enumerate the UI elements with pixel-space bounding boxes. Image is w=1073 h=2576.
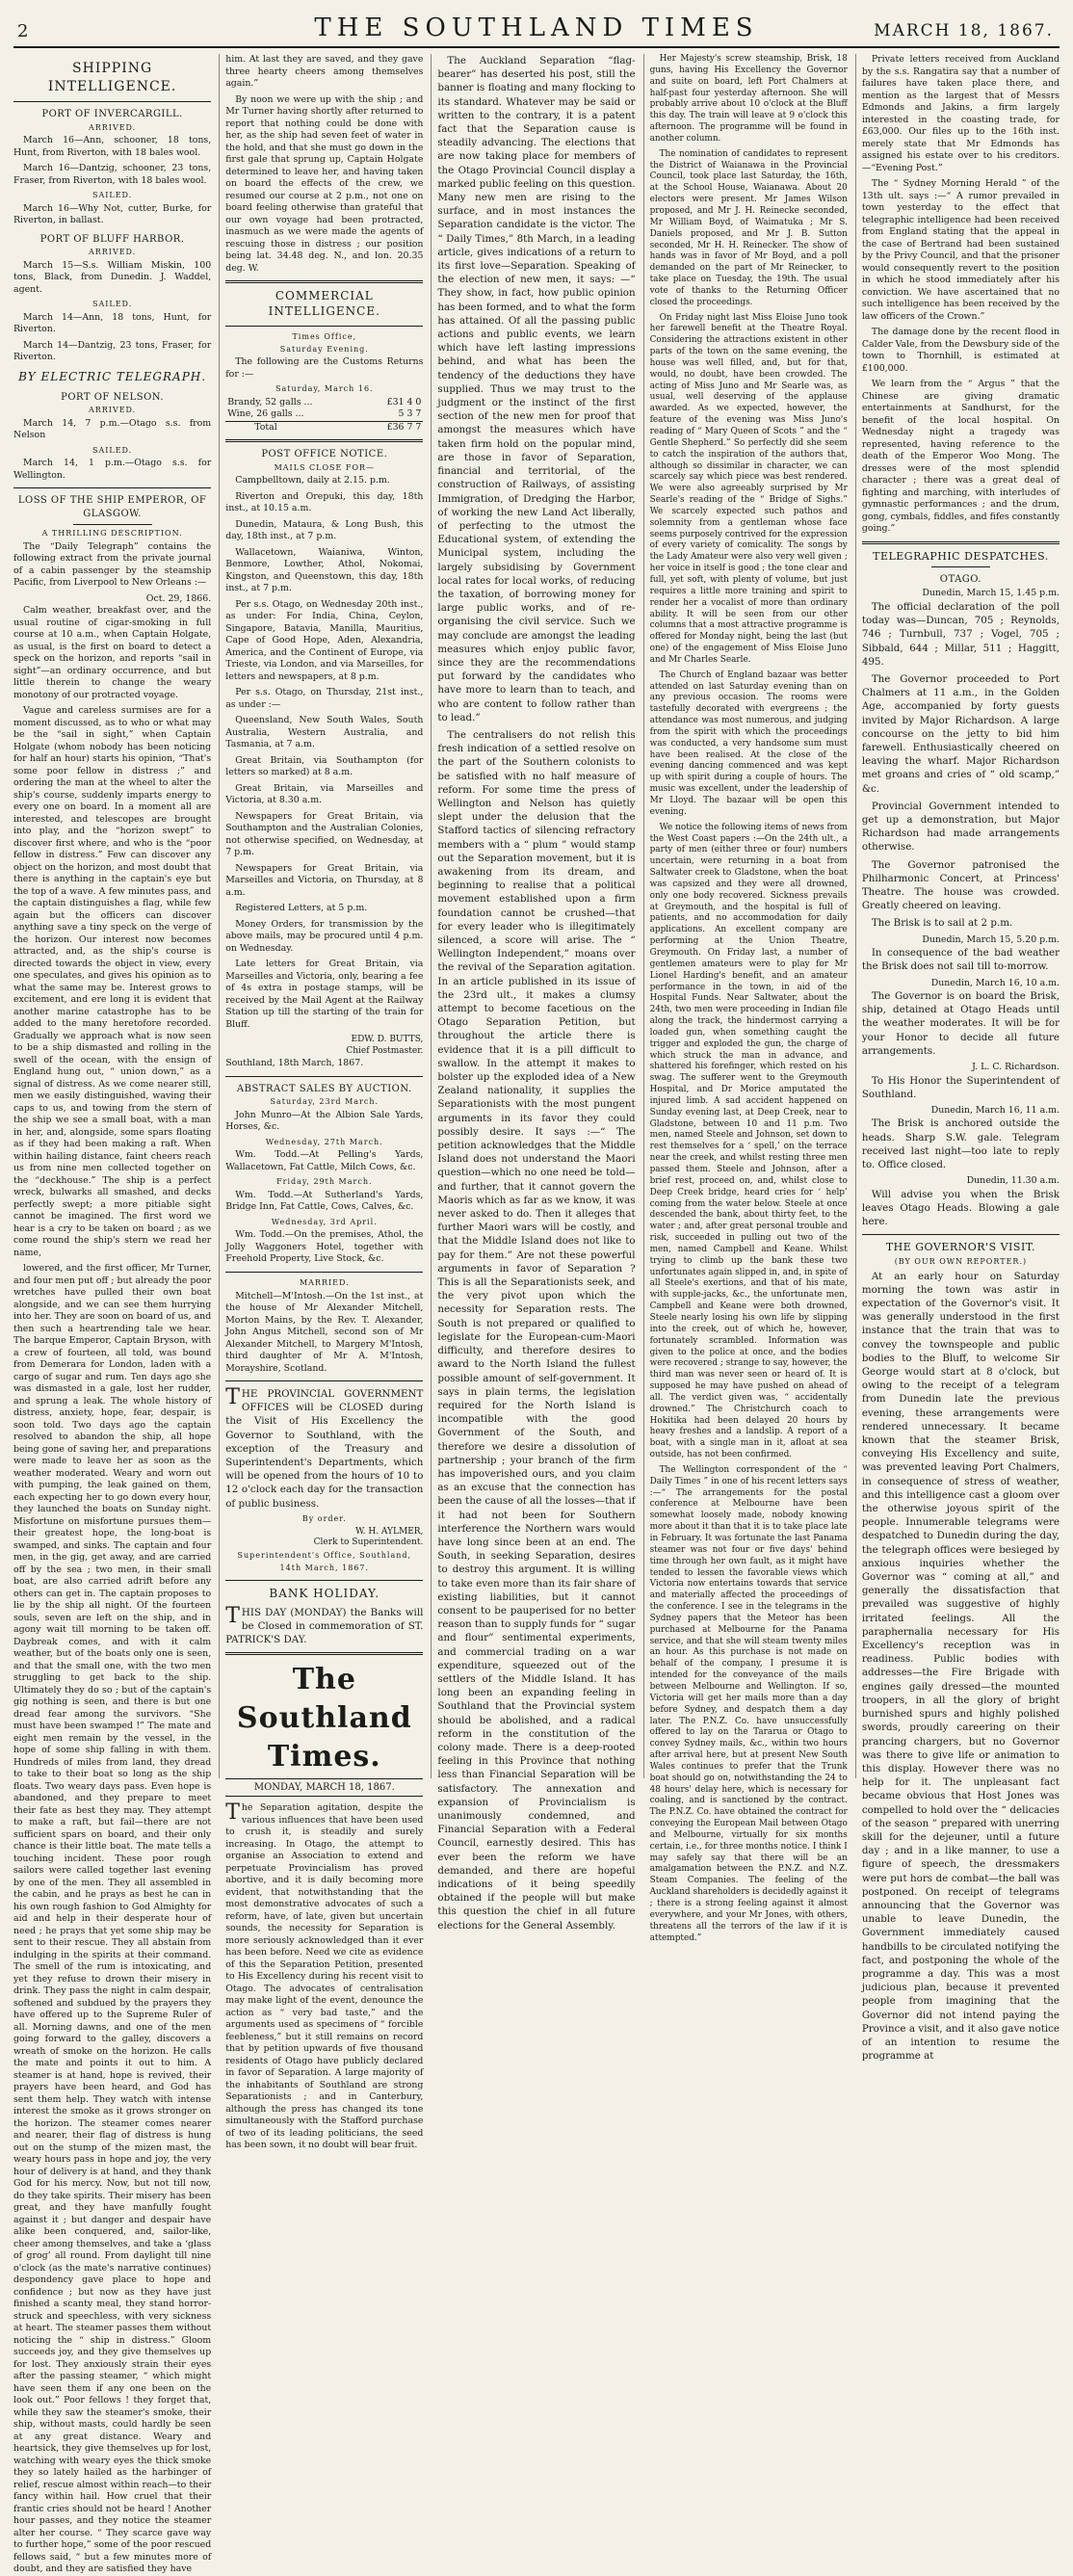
mail-item: Newspapers for Great Britain, via Marseilles and Victoria, on Thursday, at 8 a.m. — [225, 862, 424, 898]
dispatch-dateline: Dunedin, 11.30 a.m. — [966, 1175, 1060, 1187]
sailed-label: SAILED. — [92, 300, 133, 309]
news-paragraph: On Friday night last Miss Eloise Juno took her farewell benefit at the Theatre Royal. Considering the attractions existent in other parts of the town on the same evening, the house was well filled, and, but for that, would, no doubt, have been crowded. The acting of Miss Juno and Mr Searle was, as usual, well deserving of the applause awarded. As we expected, however, the feature of the evening was Miss Juno's reading of “ Mary Queen of Scots ” and the “ Gentle Shepherd.” So perfectly did she seem to catch the inspiration of the authors that, although so dissimilar in character, we can scarcely say which piece was best rendered. We were also agreeably surprised by Mr Searle's reading of the “ Bridge of Sighs.” We scarcely expected such pathos and solemnity from a gentleman whose face seems purposely contrived for the expression of every variety of comicality. The songs by the Lady Amateur were also very well given ; her voice in itself is good ; the tone clear and full, yet soft, with plenty of volume, but just requires a little more training and spirit to render her a vocalist of more than ordinary ability. It will be seen from our other columns that a most attractive programme is offered for Monday night, being the last (but one) of the engagement of Miss Eloise Juno and Mr Charles Searle. — [649, 312, 848, 665]
shipping-entry: March 14, 7 p.m.—Otago s.s. from Nelson — [13, 417, 212, 441]
holiday-notice: THIS DAY (MONDAY) the Banks will be Closed in commemoration of ST. PATRICK'S DAY. — [225, 1603, 424, 1646]
row-amount: 5 3 7 — [398, 408, 422, 420]
shipping-entry: March 16—Why Not, cutter, Burke, for Riverton, in ballast. — [13, 202, 212, 226]
dispatch-dateline: Dunedin, March 15, 1.45 p.m. — [922, 588, 1060, 599]
mail-item: Wallacetown, Waianiwa, Winton, Benmore, Lowther, Athol, Nokomai, Kingston, and Queenstown, this day, 18th inst., at 7 p.m. — [225, 546, 424, 594]
mail-item: Money Orders, for transmission by the above mails, may be procured until 4 p.m. on Wednesday. — [225, 918, 424, 954]
sale-date: Wednesday, 27th March. — [265, 1137, 383, 1146]
leader-paragraph: The Separation agitation, despite the various influences that have been used to crush it, is steadily and surely increasing. In Otago, the attempt to organise an Association to extend and perpetuate Provincialism has proved abortive, and it is daily becoming more evident, that notwithstanding that the most demonstrative advocates of such a reform, have, of late, given but uncertain sounds, the necessity for Separation is more seriously acknowledged than it ever has been before. Need we cite as evidence of this the Separation Petition, presented to His Excellency during his recent visit to Otago. The advocates of centralisation may make light of the event, denounce the action as “ very bad taste,” and the arguments used as specimens of “ forcible feebleness,” but it still remains on record that by petition upwards of five thousand residents of Otago have publicly declared in favor of Separation. A large majority of the inhabitants of Southland are strong Separationists ; and in Canterbury, although the press has changed its tone simultaneously with the Stafford purchase of two of its leading politicians, the seed has been sown, it no doubt will bear fruit. — [225, 1801, 424, 2151]
sailed-label: SAILED. — [92, 191, 133, 200]
port-nelson: PORT OF NELSON. — [61, 391, 165, 403]
mail-item: Late letters for Great Britain, via Marseilles and Victoria, only, bearing a fee of 4s extra in postage stamps, will be received by the Mail Agent at the Railway Station up till the starting of the train for Bluff. — [225, 959, 424, 1030]
column-2 — [219, 54, 424, 2151]
port-invercargill: PORT OF INVERCARGILL. — [41, 109, 183, 120]
mail-item: Registered Letters, at 5 p.m. — [235, 903, 368, 914]
arrived-label: ARRIVED. — [88, 406, 137, 415]
dispatch-text: The Brisk is anchored outside the heads. Sharp S.W. gale. Telegram received last night—too late to reply to. Office closed. — [861, 1117, 1060, 1171]
dispatch-text: Will advise you when the Brisk leaves Otago Heads. Blowing a gale here. — [861, 1188, 1060, 1228]
table-row — [225, 408, 423, 421]
provincial-date: 14th March, 1867. — [279, 1564, 370, 1573]
news-paragraph: The damage done by the recent flood in Calder Vale, from the Dewsbury side of the town to Thornhill, is estimated at £100,000. — [861, 327, 1060, 374]
visit-heading: THE GOVERNOR'S VISIT. — [885, 1241, 1036, 1254]
news-paragraph: Her Majesty's screw steamship, Brisk, 18 guns, having His Excellency the Governor and suite on board, left Port Chalmers at half-past four yesterday afternoon. She will probably arrive about 10 o'clock at the Bluff this day. The train will leave at 9 o'clock this afternoon. The programme will be found in another column. — [649, 54, 848, 144]
provincial-title: Clerk to Superintendent. — [313, 1538, 424, 1548]
loss-dated: Oct. 29, 1866. — [145, 592, 212, 604]
holiday-heading: BANK HOLIDAY. — [269, 1586, 380, 1600]
leader-paragraph: The Auckland Separation “flag-bearer” has deserted his post, still the banner is floating and many flocking to its standard. Whatever may be said or written to the contrary, it is a patent fact that the Separation cause is steadily advancing. The elections that are now taking place for members of the Otago Provincial Council display a marked public feeling on this question. Many new men are rising to the surface, and in most instances the Separation candidate is the victor. The “ Daily Times,” 8th March, in a leading article, gives indications of a return to its first love—Separation. Speaking of the election of new men, it says: —“ They show, in fact, how public opinion has been formed, and to what the form has attained. Of all the passing public actions and public events, we learn which have left lasting impressions behind, and what has been the tendency of the deductions they have supplied. Thus we may trust to the judgment or the instinct of the first section of the new men for proof that amongst the measures which have taken firm hold on the popular mind, are those in favor of Separation, financial and territorial, of the construction of Railways, of assisting Immigration, of Dredging the Harbor, of working the new Land Act liberally, of perfecting to the utmost the Educational system, of extending the Municipal system, including the largely subsidising by Government local rates for local works, of reducing the taxation, of borrowing money for large public works, and of re-organising the civil service. Such we may conclude are amongst the leading measures which enjoy public favor, since they are the recommendations put forward by the candidates who have more to learn than to teach, and who are content to follow rather than to lead.” — [437, 55, 636, 723]
mail-item: Per s.s. Otago, on Wednesday 20th inst., as under: For India, China, Ceylon, Singapore, Batavia, Manilla, Mauritius, Cape of Good Hope, Aden, Alexandria, America, and the Continent of Europe, via Trieste, via London, and via Marseilles, for letters and newspapers, at 8 p.m. — [225, 598, 424, 682]
shipping-entry: March 16—Ann, schooner, 18 tons, Hunt, from Riverton, with 18 bales wool. — [13, 135, 212, 158]
shipping-heading: SHIPPING INTELLIGENCE. — [47, 61, 177, 94]
provincial-order: By order. — [301, 1513, 347, 1523]
dispatch-dateline: Dunedin, March 16, 10 a.m. — [930, 977, 1060, 988]
visit-text: At an early hour on Saturday morning the town was astir in expectation of the Governor's visit. It was generally understood in the first instance that the train that was to convey the townspeople and public bodies to the Bluff, to welcome Sir George would start at 8 o'clock, but owing to the receipt of a telegram from Dunedin late the previous evening, these arrangements were rendered unnecessary. It became known that the steamer Brisk, conveying His Excellency and suite, was prevented leaving Port Chalmers, in consequence of stress of weather, and this intelligence cast a gloom over the otherwise joyous spirit of the people. Innumerable telegrams were despatched to Dunedin during the day, the telegraph offices were besieged by anxious inquiries whether the Governor was “ coming at all,” and generally the dissatisfaction that prevailed was suggestive of highly irritated feelings. All the paraphernalia necessary for His Excellency's reception was in readiness. Public bodies with addresses—the Fire Brigade with engines gaily dressed—the mounted troopers, in all the glory of bright burnished spurs and highly polished swords, proudly careering on their prancing chargers, but no Governor was there to give life or animation to this display. However there was no help for it. The unpleasant fact became obvious that Host Jones was compelled to hold over the “ delicacies of the season ” prepared with unerring skill for the dejeuner, until a future day ; and in a like manner, to use a figure of speech, the dressmakers were put hors de combat—the ball was postponed. On receipt of telegrams announcing that the Governor was unable to leave Dunedin, the Government immediately caused handbills to be circulated notifying the fact, and postponing the whole of the programme a day. This was a most judicious plan, because it prevented people from imagining that the Governor did not intend paying the Province a visit, and it also gave notice of an intention to resume the programme at — [861, 1270, 1060, 2063]
shipping-entry: March 15—S.s. William Miskin, 100 tons, Black, from Dunedin. J. Waddel, agent. — [13, 259, 212, 295]
dispatch-text: In consequence of the bad weather the Brisk does not sail till to-morrow. — [861, 947, 1060, 973]
masthead-title: THE SOUTHLAND TIMES — [314, 13, 759, 42]
married-heading: MARRIED. — [299, 1277, 350, 1287]
row-amount: £31 4 0 — [386, 396, 422, 407]
loss-paragraph: Vague and careless surmises are for a moment discussed, as to who or what may be the “sail in sight,” when Captain Holgate (whom nobody has been noticing for half an hour) starts his opinion, “That's some poor fellow in distress ;” and ordering the man at the wheel to alter the ship's course, suddenly imparts energy to every one on board. In a moment all are interested, and telescopes are brought into play, and the “horizon swept” to discover first where, and who is the “poor fellow in distress.” Few can discover any object on the horizon, and most doubt that there is anything in the captain's eye but the top of a wave. A few minutes pass, and the captain distinguishes a flag, while few again but the officers can discover anything save a tiny speck on the verge of the horizon. Our interest now becomes attracted, and, as the ship's course is directed towards the object in view, every one speculates, and gives his opinion as to what the same may be. Interest grows to excitement, and ere long it is evident that another marine catastrophe has to be added to the many heretofore recorded. Gradually we approach what is now seen to be a ship dismasted and rolling in the swell of the ocean, with the ensign of England hung out, “ union down,” as a signal of distress. As we come nearer still, men we easily distinguished, waving their caps to us, and towing from the stern of the ship we see a small boat, with a man in her, and, alongside, some spars floating as if they had been making a raft. When within hailing distance, faint cheers reach us from nine men collected together on the “deckhouse.” The ship is a perfect wreck, bulwarks all smashed, and decks perfectly swept; a more pitiable sight cannot be imagined. The first word we hear is a cry to be taken on board ; as we come round the ship's stern we read her name, — [13, 705, 212, 1258]
telegraph-heading: BY ELECTRIC TELEGRAPH. — [18, 369, 207, 383]
dispatch-dateline: Dunedin, March 16, 11 a.m. — [930, 1104, 1060, 1116]
shipping-entry: March 14—Dantzig, 23 tons, Fraser, for Riverton. — [13, 339, 212, 363]
loss-subheading: A THRILLING DESCRIPTION. — [41, 528, 183, 538]
total-amount: £36 7 7 — [386, 421, 422, 433]
commercial-intro: The following are the Customs Returns for :— — [225, 356, 424, 380]
sailed-label: SAILED. — [92, 445, 133, 455]
leader-paragraph: The centralisers do not relish this fresh indication of a settled resolve on the part of the Southern colonists to be satisfied with no half measure of reform. For some time the press of Wellington and Nelson has quietly slept under the delusion that the Stafford tactics of silencing refractory members with a “ plum ” would stamp out the Separation movement, but it is awakening from its dream, and beginning to realise that a political movement established upon a firm foundation cannot be crushed—that for every leader who is illegitimately silenced, a score will arise. The “ Wellington Independent,” moans over the revival of the Separation agitation. In an article published in its issue of the 23rd ult., it makes a clumsy attempt to become facetious on the Otago Separation Petition, but throughout the article there is evidence that it is a pill difficult to swallow. In the attempt it makes to bolster up the exploded idea of a New Zealand nationality, it supplies the Separationists with the most pungent arguments in its favor they could possibly desire. It says :—“ The petition acknowledges that the Middle Island does not understand the Maori question—which no one need be told—and further, that it cannot govern the Maoris which as far as we know, it was never asked to do. Then it alleges that further Maori wars will be costly, and that the Middle Island does not like to pay for them.” Are not these powerful arguments in favor of Separation ? This is all the Separationists seek, and the very pivot upon which the necessity for Separation rests. The South is not prepared or qualified to legislate for the European-cum-Maori difficulty, and therefore desires to award to the North Island the fullest possible amount of self-government. It says in plain terms, the legislation required for the North Island is incompatible with the good Government of the South, and therefore we desire a dissolution of partnership ; your branch of the firm has impoverished ours, and you claim as an excuse that the connection has been the cause of all the losses—that if it had not been for Southern interference the Northern wars would have long since been at an end. The South, in seeking Separation, desires to destroy this argument. It is willing to take even more than its fair share of existing liabilities, but it cannot consent to be pauperised for no better reason than to supply funds for “ sugar and flour” sentimental experiments, and commercial trading on a war expenditure, squeezed out of the settlers of the Middle Island. It has long been an expanding feeling in Southland that the Provincial system should be abolished, and a radical reform in the constitution of the colony made. There is a deep-rooted feeling in this Province that nothing less than Financial Separation will be satisfactory. The annexation and expansion of Provincialism is unanimously condemned, and Financial Separation with a Federal Council, earnestly desired. This has ever been the reform we have demanded, and there are hopeful indications of it being speedily obtained if the people will but make this question the chief in all future elections for the General Assembly. — [437, 728, 636, 1932]
arrived-label: ARRIVED. — [88, 122, 137, 132]
loss-paragraph: Calm weather, breakfast over, and the usual routine of cigar-smoking in full course at 10 a.m., when Captain Holgate, as usual, is the first on board to detect a speck on the horizon, and reports “sail in sight”—an ordinary occurrence, and but little therein to change the weary monotony of our protracted voyage. — [13, 605, 212, 700]
news-paragraph: Private letters received from Auckland by the s.s. Rangatira say that a number of failures have taken place there, and mention as the largest that of Messrs Edmonds and Jakins, a firm largely interested in the coasting trade, for £63,000. Our files up to the 16th inst. merely state that Mr Edmonds has assigned his estate over to his creditors.—“Evening Post.” — [861, 54, 1060, 173]
masthead-date: MARCH 18, 1867. — [874, 21, 1054, 40]
columns — [13, 54, 1060, 2575]
news-paragraph: The Wellington correspondent of the “ Daily Times ” in one of his recent letters says :—“ The arrangements for the postal conference at Melbourne have been somewhat loosely made, nobody knowing more about it than that it is to take place late in February. It was fortunate the last Panama steamer was not four or five days' behind time through her own fault, as it might have tended to lessen the favorable views which Victoria now entertains towards that service and materially affected the proceedings of the conference. I see in the telegrams in the Sydney papers that the Meteor has been purchased at Melbourne for the Panama service, and that she will steam twenty miles an hour. As this purchase is not made on behalf of the company, I presume it is intended for the conveyance of the mails between Melbourne and Wellington. If so, Victoria will get her mails more than a day before Sydney, and despatch them a day later. The P.N.Z. Co. have unsuccessfully offered to lay on the Tararua or Otago to convey Sydney mails, &c., within two hours after arrival here, but at present New South Wales continues to prefer that the Trunk boat should go on, notwithstanding the 24 to 48 hours' delay here, which is necessary for coaling, and is sanctioned by the contract. The P.N.Z. Co. have obtained the contract for conveying the European Mail between Otago and Melbourne, virtually for six months certain, i.e., for three months notice. I think I may safely say that there will be an amalgamation between the P.N.Z. and N.Z. Steam Companies. The feeling of the Auckland shareholders is decidedly against it ; there is a strong feeling against it almost everywhere, and your Mr Jones, with others, threatens all the terrors of the law if it is attempted.” — [649, 1464, 848, 1943]
mail-item: Riverton and Orepuki, this day, 18th inst., at 10.15 a.m. — [225, 490, 424, 514]
arrived-label: ARRIVED. — [88, 248, 137, 257]
table-row — [225, 421, 423, 434]
page-number: 2 — [17, 21, 29, 41]
leader-date: MONDAY, MARCH 18, 1867. — [225, 1778, 423, 1797]
loss-heading: LOSS OF THE SHIP EMPEROR, OF GLASGOW. — [17, 495, 207, 519]
shipping-entry: March 14—Ann, 18 tons, Hunt, for Riverton. — [13, 311, 212, 335]
sale-date: Saturday, 23rd March. — [270, 1096, 379, 1106]
postmaster-title: Chief Postmaster. — [346, 1046, 424, 1057]
customs-table — [225, 397, 423, 434]
dispatch-text: The Brisk is to sail at 2 p.m. — [871, 917, 1013, 930]
sale-entry: Wm. Todd.—At Pelling's Yards, Wallacetown, Fat Cattle, Milch Cows, &c. — [225, 1149, 424, 1172]
commercial-heading: COMMERCIAL INTELLIGENCE. — [268, 289, 380, 318]
column-3 — [431, 54, 636, 1932]
column-1 — [13, 54, 212, 2575]
sale-date: Friday, 29th March. — [276, 1177, 373, 1187]
dispatch-dateline: Dunedin, March 15, 5.20 p.m. — [922, 933, 1060, 945]
loss-intro: The “Daily Telegraph” contains the following extract from the private journal of a cabin passenger by the steamship Pacific, from Liverpool to New Orleans :— — [13, 540, 212, 589]
mail-item: Newspapers for Great Britain, via Southampton and the Australian Colonies, not otherwise specified, on Wednesday, at 7 p.m. — [225, 810, 424, 858]
mail-item: Great Britain, via Marseilles and Victoria, at 8.30 a.m. — [225, 782, 424, 806]
column-4 — [643, 54, 848, 1943]
sale-entry: John Munro—At the Albion Sale Yards, Horses, &c. — [225, 1109, 424, 1133]
dispatch-text: To His Honor the Superintendent of Southland. — [861, 1074, 1060, 1100]
commercial-day: Saturday Evening. — [279, 344, 369, 354]
visit-byline: (BY OUR OWN REPORTER.) — [894, 1256, 1028, 1266]
postmaster-name: EDW. D. BUTTS, — [351, 1035, 424, 1045]
loss-paragraph: him. At last they are saved, and they gave three hearty cheers among themselves again.” — [225, 54, 424, 89]
mail-item: Great Britain, via Southampton (for letters so marked) at 8 a.m. — [225, 754, 424, 778]
news-paragraph: The “ Sydney Morning Herald ” of the 13th ult. says :—“ A rumor prevailed in town yesterday to the effect that telegraphic intelligence had been received from England stating that the appeal in the case of Bertrand had been sustained by the Privy Council, and that the prisoner would consequently revert to the position in which he stood immediately after his conviction. We have ascertained that no such intelligence has been received by the law officers of the Crown.” — [861, 178, 1060, 322]
news-paragraph: We learn from the “ Argus ” that the Chinese are giving dramatic entertainments at Sandhurst, for the benefit of the local hospital. On Wednesday night a tragedy was represented, having reference to the death of the Emperor Woo Mong. The dresses were of the most splendid character ; there was a great deal of fighting and marching, with interludes of gymnastic performances ; and the drum, gong, cymbals, fiddles, and fifes constantly going.” — [861, 379, 1060, 534]
loss-paragraph: lowered, and the first officer, Mr Turner, and four men put off ; but already the poor wretches have pulled their own boat alongside, and we can see them hurrying into her. They are soon on board of us, and then such a heartrending tale we hear. The barque Emperor, Captain Bryson, with a crew of fourteen, all told, was bound from Demerara for London, laden with a cargo of sugar and rum. Ten days ago she was dismasted in a gale, lost her rudder, and sprung a leak. The whole history of distress, anxiety, hope, fear, despair, is soon told. Two days ago the captain resolved to abandon the ship, all hope being gone of saving her, and preparations were made to leave her as soon as the weather moderated. Weary and worn out with pumping, the leak gained on them, each expecting her to go down every hour, they launched the boats on Sunday night. Misfortune on misfortune pursues them—their greatest hope, the long-boat is swamped, and sinks. The captain and four men, in the gig, get away, and are carried off by the sea ; two men, in their small boat, are also carried adrift before any others can get in. The captain proposes to lie by the ship all night. Of the fourteen souls, seven are left on the ship, and in agony wait till morning to be taken off. Daybreak comes, and with it calm weather, but of the boats only one is seen, and that the small one, with the two men struggling to get back to the ship. Ultimately they do so ; but of the captain's gig nothing is seen, and there is but one dread fear among the survivors. “She must have been swamped !” The mate and eight men remain by the vessel, in the hope of some ship falling in with them. Hundreds of miles from land, they dread to take to their boat so long as the ship floats. Two weary days pass. Even hope is abandoned, and they prepare to meet their fate as best they may. They attempt to make a raft, but fail—there are not sufficient spars on board, and their only chance is their little boat. The mate tells a touching incident. These poor rough sailors were called together last evening by one of the men. They all assembled in the cabin, and he prays as best he can in his own rough fashion to God Almighty for aid and help in their desperate hour of need ; he prays that yet some ship may be sent to their rescue. They all abstain from indulging in the spirits at their command. The smell of the rum is intoxicating, and yet they refuse to drown their misery in drink. They pass the night in calm despair, softened and subdued by the prayers they have offered up to the Supreme Ruler of all. Morning dawns, and one of the men going forward to the galley, discovers a wreath of smoke on the horizon. He calls the mate and points it out to him. A steamer is at hand, hope is revived, their prayers have been heard, and God has sent them help. They watch with intense interest the smoke as it grows stronger on the horizon. The steamer comes nearer and nearer, their flag of distress is hung out on the stump of the mizen mast, the weary hours pass in hope and joy, the very hour of delivery is at hand, and they thank God for his mercy. Now, but not till now, do they take spirits. Their misery has been great, and they have manfully fought against it ; but danger and despair have alike been conquered, and, sailor-like, cheer among themselves, and take a ‘glass of grog’ all round. From daylight till nine o'clock (as the mate's narrative continues) despondency gave place to hope and confidence ; but now as they have just finished a scanty meal, they stand horror-struck and speechless, with very sickness at heart. The steamer passes them without noticing the “ ship in distress.” Gloom succeeds joy, and they give themselves up for lost. They anxiously strain their eyes after the passing steamer, “ which might have seen them if any one been on the look out.” Poor fellows ! they forget that, while they saw the steamer's smoke, their ship, without masts, could hardly be seen at any great distance. Weary and heartsick, they give themselves up for lost, watching with weary eyes the thick smoke they so lately hailed as the harbinger of relief, rescue almost within reach—to their fancy within hail. How cruel that their frantic cries should not be heard ! Another hour passes, and they notice the steamer alter her course. “ They scarce gave way to further hope,” some of the poor rescued fellows said, “ but a few minutes more of doubt, and they are satisfied they have — [13, 1263, 212, 2575]
dispatch-signature: J. L. C. Richardson. — [972, 1062, 1060, 1073]
provincial-notice: THE PROVINCIAL GOVERNMENT OFFICES will be CLOSED during the Visit of His Excellency the Governor to Southland, with the exception of the Treasury and Superintendent's Departments, which will be opened from the hours of 10 to 12 o'clock each day for the transaction of public business. — [225, 1385, 424, 1510]
telegraphic-place: OTAGO. — [939, 574, 982, 586]
post-office-subheading: MAILS CLOSE FOR— — [274, 462, 376, 472]
telegraphic-heading: TELEGRAPHIC DESPATCHES. — [873, 549, 1049, 563]
sale-entry: Wm. Todd.—On the premises, Athol, the Jolly Waggoners Hotel, together with Freehold Property, Live Stock, &c. — [225, 1229, 424, 1265]
mail-item: Per s.s. Otago, on Thursday, 21st inst., as under :— — [225, 687, 424, 710]
sale-entry: Wm. Todd.—At Sutherland's Yards, Bridge Inn, Fat Cattle, Cows, Calves, &c. — [225, 1189, 424, 1213]
shipping-entry: March 14, 1 p.m.—Otago s.s. for Wellington. — [13, 458, 212, 481]
port-bluff: PORT OF BLUFF HARBOR. — [39, 233, 185, 245]
provincial-office: Superintendent's Office, Southland, — [237, 1551, 412, 1561]
dispatch-text: Provincial Government intended to get up a demonstration, but Major Richardson had made arrangements otherwise. — [861, 800, 1060, 854]
married-notice: Mitchell—M'Intosh.—On the 1st inst., at the house of Mr Alexander Mitchell, Morton Mains, by the Rev. T. Alexander, John Angus Mitchell, second son of Mr Alexander Mitchell, to Margery M'Intosh, third daughter of Mr A. M'Intosh, Morayshire, Scotland. — [225, 1290, 424, 1374]
row-item: Brandy, 52 galls ... — [227, 396, 313, 407]
mail-item: Campbelltown, daily at 2.15. p.m. — [235, 475, 390, 486]
mail-item: Queensland, New South Wales, South Australia, Western Australia, and Tasmania, at 7 a.m. — [225, 715, 424, 750]
row-item: Wine, 26 galls ... — [227, 408, 304, 420]
news-paragraph: The nomination of candidates to represent the District of Waianawa in the Provincial Council, took place last Saturday, the 16th, at the School House, Waianawa. About 20 electors were present. Mr James Wilson proposed, and Mr J. H. Reinecke seconded, Mr William Boyd, of Waimatuka ; Mr S. Daniels proposed, and Mr J. B. Sutton seconded, Mr H. H. Reinecker. The show of hands was in favor of Mr Boyd, and a poll demanded on the part of Mr Reinecker, to take place on Tuesday, the 19th. The usual vote of thanks to the Returning Officer closed the proceedings. — [649, 148, 848, 307]
mail-item: Dunedin, Mataura, & Long Bush, this day, 18th inst., at 7 p.m. — [225, 518, 424, 542]
column-5 — [855, 54, 1060, 2063]
provincial-signed: W. H. AYLMER, — [354, 1526, 424, 1537]
commercial-date: Saturday, March 16. — [275, 384, 374, 394]
masthead — [13, 8, 1060, 48]
loss-paragraph: By noon we were up with the ship ; and Mr Turner having shortly after returned to report that nothing could be done with her, as the ship had seven feet of water in the hold, and that she must go down in the first gale that sprung up, Captain Holgate determined to leave her, and having taken on board the effects of the crew, we resumed our course at 2 p.m., not one on board feeling otherwise than grateful that our own voyage had been protracted, inasmuch as we were made the agents of rescuing those in distress ; our position being lat. 34.48 deg. N., and lon. 20.35 deg. W. — [225, 93, 424, 274]
nameplate: The Southland Times. — [236, 1663, 412, 1774]
post-office-date: Southland, 18th March, 1867. — [225, 1058, 364, 1069]
news-paragraph: We notice the following items of news from the West Coast papers :—On the 24th ult., a party of men (either three or four) numbers uncertain, were returning in a boat from Saltwater creek to Gladstone, when the boat was capsized and they were all drowned, only one body recovered. Sickness prevails at Greymouth, and the hospital is full of patients, and no accommodation for daily applications. An excellent company are performing at the Union Theatre, Greymouth. On Friday last, a number of gentlemen amateurs were to play for Mr Lionel Harding's benefit, and an amateur performance in the town, in aid of the Hospital Funds. Near Saltwater, about the 24th, two men were proceeding in Indian file along the track, the hindermost carrying a loaded gun, when something caught the trigger and exploded the gun, the charge of which struck the man in advance, and shattered his forefinger, which rested on his swag. The sufferer went to the Greymouth Hospital, and Dr Morice amputated the injured limb. A sad accident happened on Sunday evening last, at Deep Creek, near to Gladstone, between 10 and 11 p.m. Two men, named Steele and Johnson, set down to rest themselves for a ‘ spell,’ on the terrace near the creek, and whilst resting three men passed them. Steele and Johnson, after a brief rest, proceed on, and, whilst close to Deep Creek bridge, heard cries for ‘ help’ coming from the water below. Steele at once descended the bank, about thirty feet, to the water ; and, after great personal trouble and risk, succeeded in pulling out two of the men, named Campbell and Keane. Whilst trying to climb up the bank these two unfortunates again slipped in, and, in spite of all Steele's exertions, and that of his mate, with supple-jacks, &c., the unfortunate men, Campbell and Keane were both drowned, Steele nearly losing his own life by slipping into the creek, out of which he, however, fortunately scrambled. Information was given to the police at once, and the bodies were recovered ; strange to say, however, the third man was never seen or heard of. It is supposed he may have pushed on ahead of all. The verdict given was, “ accidentally drowned.” The Christchurch coach to Hokitika had been delayed 20 hours by heavy freshes and a landslip. A report of a boat, with a single man in it, afloat at sea outside, has not been confirmed. — [649, 822, 848, 1460]
sale-date: Wednesday, 3rd April. — [271, 1217, 378, 1226]
commercial-office: Times Office, — [292, 331, 357, 341]
dispatch-text: The Governor patronised the Philharmonic Concert, at Princess' Theatre. The house was crowded. Greatly cheered on leaving. — [861, 858, 1060, 912]
total-label: Total — [254, 421, 277, 433]
dispatch-text: The official declaration of the poll today was—Duncan, 705 ; Reynolds, 746 ; Turnbull, 737 ; Vogel, 705 ; Sibbald, 644 ; Millar, 511 ; Haggitt, 495. — [861, 600, 1060, 668]
news-paragraph: The Church of England bazaar was better attended on last Saturday evening than on any previous occasion. The rooms were tastefully decorated with evergreens ; the attendance was most numerous, and judging from the spirit with which the proceedings was conducted, a very handsome sum must have been realised. At the close of the evening dancing commenced and was kept up with spirit during a couple of hours. The music was excellent, under the leadership of Mr Lloyd. The bazaar will be open this evening. — [649, 670, 848, 817]
dispatch-text: The Governor is on board the Brisk, ship, detained at Otago Heads until the weather moderates. It will be for your Honor to decide all future arrangements. — [861, 990, 1060, 1057]
table-row — [225, 397, 423, 409]
shipping-entry: March 16—Dantzig, schooner, 23 tons, Fraser, from Riverton, with 18 bales wool. — [13, 163, 212, 186]
abstract-heading: ABSTRACT SALES BY AUCTION. — [236, 1083, 412, 1094]
post-office-heading: POST OFFICE NOTICE. — [261, 449, 388, 460]
dispatch-text: The Governor proceeded to Port Chalmers at 11 a.m., in the Golden Age, accompanied by forty guests invited by Major Richardson. A large concourse on the jetty to bid him farewell. Enthusiastically cheered on leaving the wharf. Major Richardson met groans and cries of “ old scamp,” &c. — [861, 672, 1060, 795]
